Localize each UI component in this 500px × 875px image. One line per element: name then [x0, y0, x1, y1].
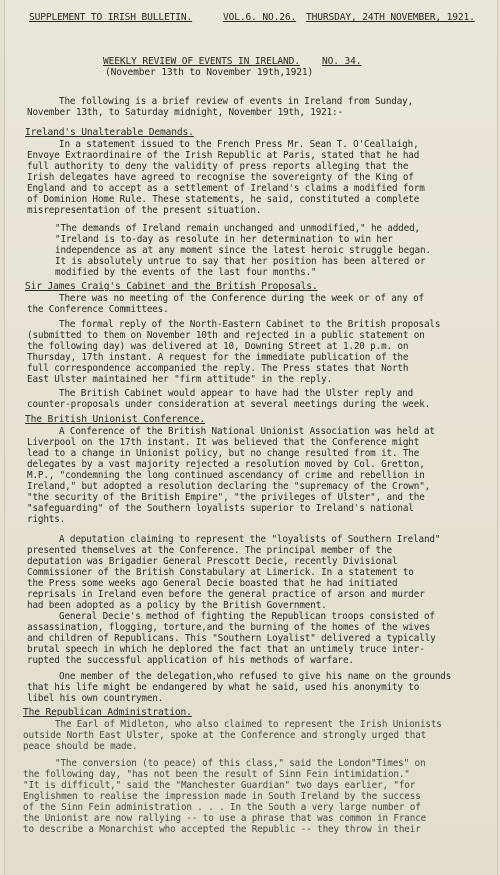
paragraph-line: Liverpool on the 17th instant. It was believed that the Conference might [27, 437, 420, 448]
paragraph-line: One member of the delegation,who refused to give his name on the grounds [59, 671, 452, 682]
paragraph-line: General Decie's method of fighting the Republican troops consisted of [59, 611, 435, 622]
quote-line: modified by the events of the last four months." [55, 267, 317, 278]
quote-line: "Ireland is to-day as resolute in her determination to win her [55, 234, 393, 245]
paragraph-line: the following day) was delivered at 10, Downing Street at 1.20 p.m. on [27, 341, 409, 352]
paragraph-line: misrepresentation of the present situation. [27, 205, 262, 216]
paragraph-line: rights. [27, 514, 66, 525]
paragraph-line: East Ulster maintained her "firm attitude" in the reply. [27, 374, 333, 385]
paragraph-line: and children of Republicans. This "Southern Loyalist" delivered a typically [27, 633, 436, 644]
header-supplement: SUPPLEMENT TO IRISH BULLETIN. [29, 12, 193, 23]
paragraph-line: full authority to deny the validity of press reports alleging that the [27, 161, 409, 172]
paragraph-line: There was no meeting of the Conference during the week or of any of [59, 293, 424, 304]
section-heading-republican-administration: The Republican Administration. [23, 707, 192, 718]
paragraph-line: Thursday, 17th instant. A request for the immediate publication of the [27, 352, 409, 363]
document-page [4, 0, 498, 875]
paragraph-line: England and to accept as a settlement of Ireland's claims a modified form [27, 183, 425, 194]
header-volume: VOL.6. NO.26. [223, 12, 297, 23]
paragraph-line: "the security of the British Empire", "the privileges of Ulster", and the [27, 492, 425, 503]
paragraph-line: Commissioner of the British Constabulary at Limerick. In a statement to [27, 567, 414, 578]
paragraph-line: libel his own countrymen. [27, 693, 164, 704]
paragraph-line: deputation was Brigadier General Prescott Decie, recently Divisional [27, 556, 398, 567]
paragraph-line: assassination, flogging, torture,and the burning of the homes of the wives [27, 622, 431, 633]
paragraph-line: M.P., "condemning the long continued ascendancy of crime and rebellion in [27, 470, 425, 481]
paragraph-line: "The conversion (to peace) of this class," said the London"Times" on [55, 758, 426, 769]
paragraph-line: full correspondence accompanied the reply. The Press states that North [27, 363, 409, 374]
paragraph-line: lead to a change in Unionist policy, but no change resulted from it. The [27, 448, 420, 459]
quote-line: "The demands of Ireland remain unchanged and unmodified," he added, [55, 223, 420, 234]
review-date-range: (November 13th to November 19th,1921) [105, 67, 314, 78]
paragraph-line: "It is difficult," said the "Manchester Guardian" two days earlier, "for [23, 780, 416, 791]
paragraph-line: of Dominion Home Rule. These statements, he said, constituted a complete [27, 194, 420, 205]
quote-line: It is absolutely untrue to say that her position has been altered or [55, 256, 426, 267]
paragraph-line: had been adopted as a policy by the British Government. [27, 600, 327, 611]
section-heading-demands: Ireland's Unalterable Demands. [25, 127, 194, 138]
paragraph-line: In a statement issued to the French Press Mr. Sean T. O'Ceallaigh, [59, 139, 419, 150]
paragraph-line: the Conference Committees. [27, 304, 169, 315]
review-number: NO. 34. [322, 56, 362, 67]
paragraph-line: to describe a Monarchist who accepted the Republic -- they throw in their [23, 824, 421, 835]
paragraph-line: presented themselves at the Conference. The principal member of the [27, 545, 392, 556]
paragraph-line: Envoye Extraordinaire of the Irish Republic at Paris, stated that he had [27, 150, 420, 161]
quote-line: independence as at any moment since the latest heroic struggle began. [55, 245, 431, 256]
paragraph-line: Ireland," but adopted a resolution declaring the "supremacy of the Crown", [27, 481, 431, 492]
paragraph-line: A deputation claiming to represent the "loyalists of Southern Ireland" [59, 534, 441, 545]
paragraph-line: that his life might be endangered by what he said, used his anonymity to [27, 682, 420, 693]
section-heading-craig-cabinet: Sir James Craig's Cabinet and the British Proposals. [25, 281, 318, 292]
paragraph-line: The British Cabinet would appear to have had the Ulster reply and [59, 388, 414, 399]
paragraph-line: Englishmen to realise the impression made in South Ireland by the success [23, 791, 421, 802]
paragraph-line: reprisals in Ireland even before the general practice of arson and murder [27, 589, 425, 600]
paragraph-line: outside North East Ulster, spoke at the Conference and strongly urged that [23, 730, 427, 741]
paragraph-line: brutal speech in which he deplored the fact that an untimely truce inter- [27, 644, 425, 655]
review-title: WEEKLY REVIEW OF EVENTS IN IRELAND. [103, 56, 300, 67]
paragraph-line: The Earl of Midleton, who also claimed to represent the Irish Unionists [55, 719, 442, 730]
paragraph-line: delegates by a vast majority rejected a resolution moved by Col. Gretton, [27, 459, 425, 470]
paragraph-line: the Unionist are now rallying -- to use a phrase that was common in France [23, 813, 427, 824]
paragraph-line: A Conference of the British National Unionist Association was held at [59, 426, 435, 437]
intro-line: November 13th, to Saturday midnight, November 19th, 1921:- [27, 107, 343, 118]
paragraph-line: the following day, "has not been the result of Sinn Fein intimidation." [23, 769, 410, 780]
paragraph-line: peace should be made. [23, 741, 138, 752]
paragraph-line: "safeguarding" of the Southern loyalists superior to Ireland's national [27, 503, 414, 514]
intro-line: The following is a brief review of events in Ireland from Sunday, [59, 96, 414, 107]
paragraph-line: rupted the successful application of his methods of warfare. [27, 655, 354, 666]
paragraph-line: counter-proposals under consideration at several meetings during the week. [27, 399, 431, 410]
section-heading-unionist-conference: The British Unionist Conference. [25, 414, 206, 425]
paragraph-line: The formal reply of the North-Eastern Cabinet to the British proposals [59, 319, 441, 330]
paragraph-line: the Press some weeks ago General Decie boasted that he had initiated [27, 578, 398, 589]
header-date: THURSDAY, 24TH NOVEMBER, 1921. [306, 12, 475, 23]
paragraph-line: of the Sinn Fein administration . . . In the South a very large number of [23, 802, 421, 813]
paragraph-line: Irish delegates have agreed to recognise the sovereignty of the King of [27, 172, 414, 183]
paragraph-line: (submitted to them on November 10th and rejected in a public statement on [27, 330, 425, 341]
